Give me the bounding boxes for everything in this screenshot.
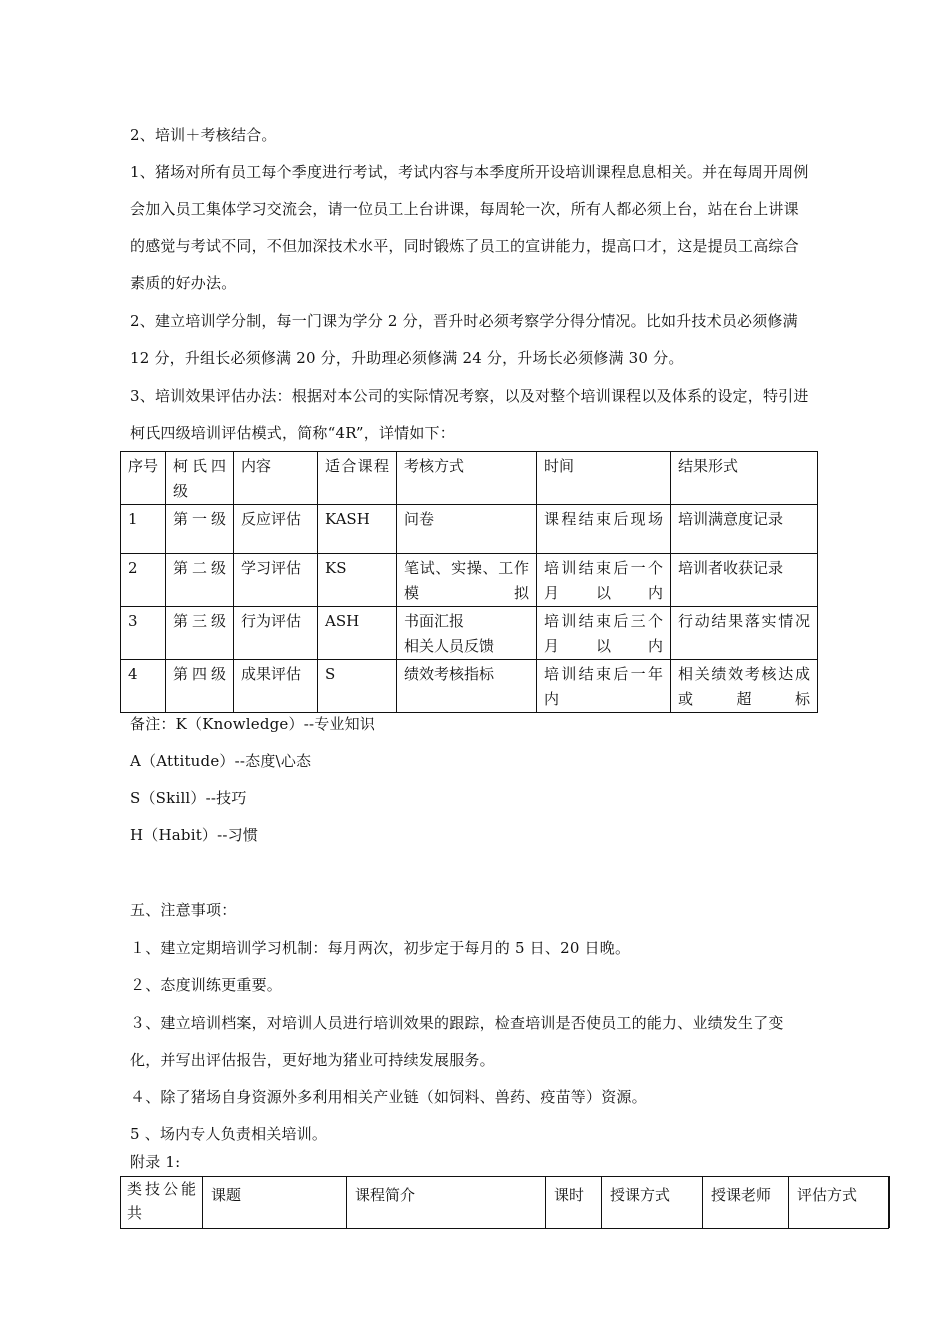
table-cell: 1 — [121, 505, 166, 554]
header-cell: 课程简介 — [347, 1177, 546, 1229]
table-cell: 课程结束后现场 — [537, 505, 671, 554]
table-cell: 行为评估 — [234, 607, 318, 660]
table-cell: 相关绩效考核达成或超标 — [671, 660, 818, 713]
header-cell: 结果形式 — [671, 452, 818, 505]
table-cell: 绩效考核指标 — [397, 660, 537, 713]
header-cell: 课题 — [203, 1177, 347, 1229]
note-skill: S（Skill）--技巧 — [130, 789, 247, 807]
header-cell: 课时 — [546, 1177, 602, 1229]
table-cell: 书面汇报 相关人员反馈 — [397, 607, 537, 660]
table-row — [121, 660, 818, 713]
table-cell: ASH — [318, 607, 397, 660]
note-habit: H（Habit）--习惯 — [130, 826, 259, 844]
paragraph-credit-system: 2、建立培训学分制，每一门课为学分 2 分，晋升时必须考察学分得分情况。比如升技术员必须修满 12 分，升组长必须修满 20 分，升助理必须修满 24 分，升场长必须修满 30 分。 — [130, 312, 798, 367]
header-cell: 适合课程 — [318, 452, 397, 505]
section-title: 五、注意事项： — [130, 901, 237, 919]
header-cell: 内容 — [234, 452, 318, 505]
caution-item: １、建立定期培训学习机制：每月两次，初步定于每月的 5 日、20 日晚。 — [130, 939, 631, 957]
table-cell: 笔试、实操、工作模拟 — [397, 554, 537, 607]
caution-item: ４、除了猪场自身资源外多利用相关产业链（如饲料、兽药、疫苗等）资源。 — [130, 1088, 647, 1106]
table-cell: KASH — [318, 505, 397, 554]
table-cell: 成果评估 — [234, 660, 318, 713]
table-cell: 行动结果落实情况 — [671, 607, 818, 660]
header-cell: 考核方式 — [397, 452, 537, 505]
header-cell: 授课老师 — [703, 1177, 789, 1229]
table-cell: 第二级 — [166, 554, 234, 607]
table-cell: 培训结束后三个月以内 — [537, 607, 671, 660]
header-cell: 时间 — [537, 452, 671, 505]
table-cell: 2 — [121, 554, 166, 607]
note-attitude: A（Attitude）--态度\心态 — [130, 752, 312, 770]
paragraph-evaluation-method: 3、培训效果评估办法：根据对本公司的实际情况考察，以及对整个培训课程以及体系的设定，特引进柯氏四级培训评估模式，简称“4R”，详情如下： — [130, 387, 809, 442]
table-cell: KS — [318, 554, 397, 607]
evaluation-table — [120, 451, 818, 713]
table-cell: 培训满意度记录 — [671, 505, 818, 554]
appendix-header-row — [121, 1177, 889, 1229]
table-header-row — [121, 452, 818, 505]
table-edge-divider — [888, 1176, 890, 1228]
header-cell: 柯氏四级 — [166, 452, 234, 505]
table-cell: 反应评估 — [234, 505, 318, 554]
header-cell: 序号 — [121, 452, 166, 505]
header-cell: 评估方式 — [789, 1177, 889, 1229]
header-cell: 类技公能共 — [121, 1177, 203, 1229]
table-cell: 培训结束后一个月以内 — [537, 554, 671, 607]
table-row — [121, 554, 818, 607]
header-cell: 授课方式 — [602, 1177, 703, 1229]
caution-item: ３、建立培训档案，对培训人员进行培训效果的跟踪，检查培训是否使员工的能力、业绩发生了变化，并写出评估报告，更好地为猪业可持续发展服务。 — [130, 1014, 784, 1069]
heading-training-assessment: 2、培训＋考核结合。 — [130, 126, 277, 144]
table-cell: 第三级 — [166, 607, 234, 660]
table-cell: 4 — [121, 660, 166, 713]
table-row — [121, 607, 818, 660]
note-knowledge: 备注：K（Knowledge）--专业知识 — [130, 715, 376, 733]
paragraph-quarterly-exam: 1、猪场对所有员工每个季度进行考试，考试内容与本季度所开设培训课程息息相关。并在每周开周例会加入员工集体学习交流会，请一位员工上台讲课，每周轮一次，所有人都必须上台，站在台上讲课的感觉与考试不同，不但加深技术水平，同时锻炼了员工的宣讲能力，提高口才，这是提员工高综合素质的好办法。 — [130, 163, 809, 292]
table-cell: 培训结束后一年内 — [537, 660, 671, 713]
table-cell: 3 — [121, 607, 166, 660]
table-cell: 第一级 — [166, 505, 234, 554]
table-cell: S — [318, 660, 397, 713]
table-cell: 问卷 — [397, 505, 537, 554]
table-row — [121, 505, 818, 554]
caution-item: ２、态度训练更重要。 — [130, 976, 283, 994]
table-cell: 学习评估 — [234, 554, 318, 607]
table-cell: 培训者收获记录 — [671, 554, 818, 607]
caution-item: 5 、场内专人负责相关培训。 — [130, 1125, 328, 1143]
appendix-table — [120, 1176, 889, 1229]
table-cell: 第四级 — [166, 660, 234, 713]
appendix-title: 附录 1: — [130, 1153, 181, 1171]
